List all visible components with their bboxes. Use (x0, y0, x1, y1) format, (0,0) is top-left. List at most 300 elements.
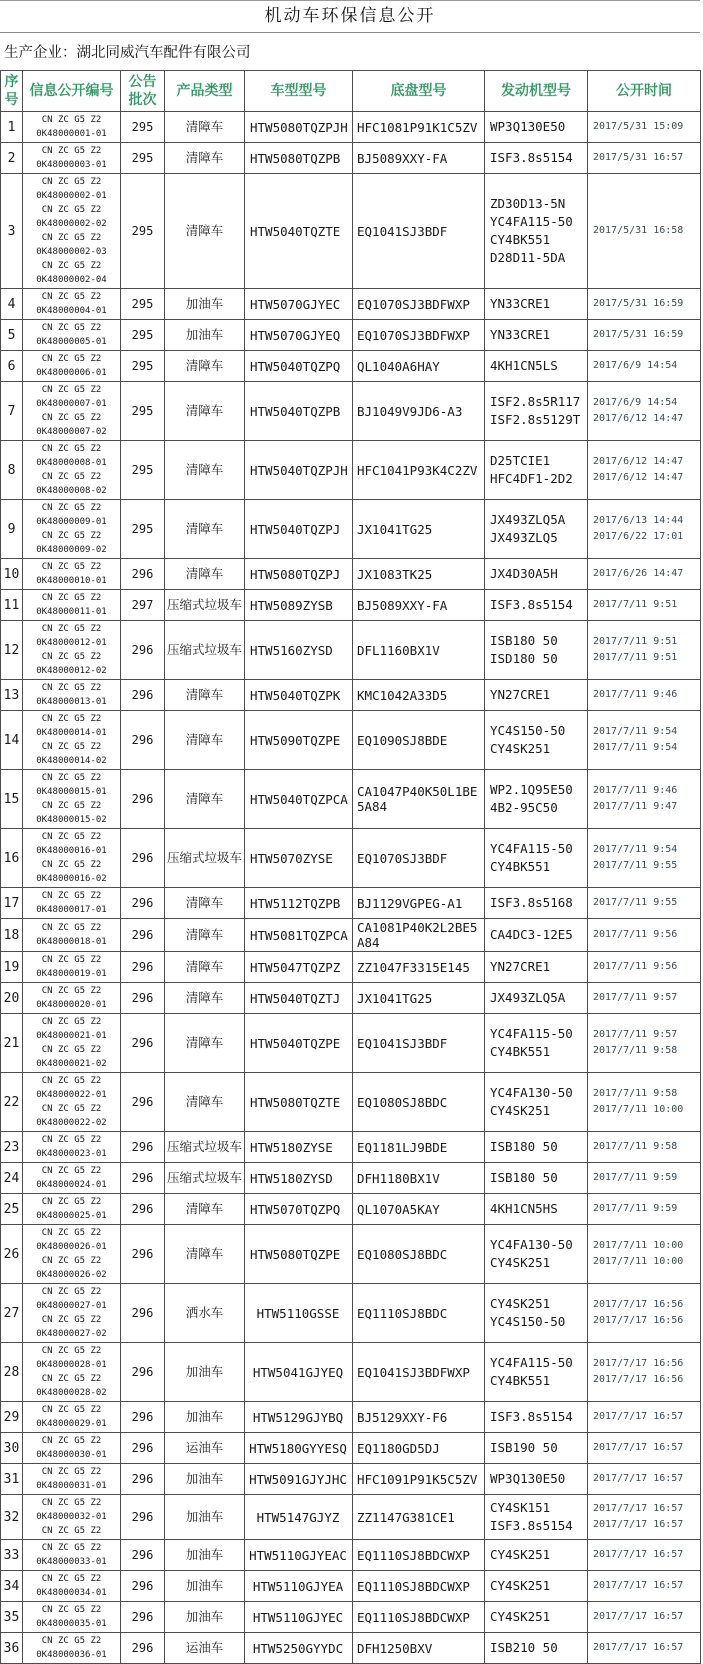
cell-serial: 12 (1, 621, 23, 680)
cell-model: HTW5040TQZPB (245, 382, 353, 441)
cell-chassis: EQ1041SJ3BDFWXP (353, 1343, 485, 1402)
page-title: 机动车环保信息公开 (0, 0, 700, 33)
cell-publish-time: 2017/7/17 16:57 2017/7/17 16:57 (588, 1495, 701, 1540)
cell-model: HTW5110GJYEC (245, 1602, 353, 1633)
cell-serial: 6 (1, 351, 23, 382)
cell-chassis: EQ1110SJ8BDCWXP (353, 1571, 485, 1602)
table-row (1, 590, 701, 621)
cell-batch: 296 (121, 1343, 165, 1402)
cell-engine: YC4FA115-50 CY4BK551 (485, 829, 588, 888)
cell-batch: 296 (121, 621, 165, 680)
table-row (1, 888, 701, 919)
table-row (1, 351, 701, 382)
cell-model: HTW5040TQZPK (245, 680, 353, 711)
table-row (1, 289, 701, 320)
cell-engine: D25TCIE1 HFC4DF1-2D2 (485, 441, 588, 500)
cell-product-type: 洒水车 (165, 1284, 245, 1343)
cell-serial: 24 (1, 1163, 23, 1194)
cell-public-id: CN ZC G5 Z2 0K48000033-01 (23, 1540, 121, 1571)
cell-serial: 26 (1, 1225, 23, 1284)
col-batch: 公告批次 (121, 71, 165, 112)
cell-engine: ZD30D13-5N YC4FA115-50 CY4BK551 D28D11-5DA (485, 174, 588, 289)
cell-serial: 3 (1, 174, 23, 289)
cell-chassis: EQ1070SJ3BDF (353, 829, 485, 888)
cell-public-id: CN ZC G5 Z2 0K48000018-01 (23, 919, 121, 952)
cell-chassis: DFH1180BX1V (353, 1163, 485, 1194)
cell-chassis: EQ1180GD5DJ (353, 1433, 485, 1464)
cell-public-id: CN ZC G5 Z2 0K48000028-01 CN ZC G5 Z2 0K48000028-02 (23, 1343, 121, 1402)
cell-batch: 296 (121, 1433, 165, 1464)
cell-model: HTW5080TQZPE (245, 1225, 353, 1284)
cell-engine: ISF3.8s5154 (485, 590, 588, 621)
cell-serial: 36 (1, 1633, 23, 1664)
cell-serial: 11 (1, 590, 23, 621)
cell-publish-time: 2017/5/31 16:58 (588, 174, 701, 289)
cell-product-type: 清障车 (165, 143, 245, 174)
cell-engine: JX493ZLQ5A (485, 983, 588, 1014)
cell-publish-time: 2017/7/11 9:55 (588, 888, 701, 919)
cell-model: HTW5080TQZPB (245, 143, 353, 174)
cell-product-type: 加油车 (165, 320, 245, 351)
cell-batch: 296 (121, 1073, 165, 1132)
cell-public-id: CN ZC G5 Z2 0K48000026-01 CN ZC G5 Z2 0K48000026-02 (23, 1225, 121, 1284)
table-row (1, 112, 701, 143)
cell-model: HTW5129GJYBQ (245, 1402, 353, 1433)
cell-chassis: EQ1041SJ3BDF (353, 174, 485, 289)
cell-product-type: 加油车 (165, 1402, 245, 1433)
cell-batch: 296 (121, 952, 165, 983)
cell-batch: 295 (121, 351, 165, 382)
cell-publish-time: 2017/6/13 14:44 2017/6/22 17:01 (588, 500, 701, 559)
cell-publish-time: 2017/7/11 9:46 2017/7/11 9:47 (588, 770, 701, 829)
cell-chassis: EQ1070SJ3BDFWXP (353, 289, 485, 320)
cell-model: HTW5070GJYEC (245, 289, 353, 320)
cell-chassis: HFC1091P91K5C5ZV (353, 1464, 485, 1495)
cell-batch: 296 (121, 1132, 165, 1163)
cell-model: HTW5040TQZTE (245, 174, 353, 289)
cell-serial: 2 (1, 143, 23, 174)
cell-serial: 28 (1, 1343, 23, 1402)
cell-publish-time: 2017/7/11 9:54 2017/7/11 9:54 (588, 711, 701, 770)
cell-product-type: 加油车 (165, 1343, 245, 1402)
cell-batch: 295 (121, 382, 165, 441)
col-product-type: 产品类型 (165, 71, 245, 112)
cell-model: HTW5147GJYZ (245, 1495, 353, 1540)
table-row (1, 983, 701, 1014)
table-row (1, 1464, 701, 1495)
cell-product-type: 清障车 (165, 500, 245, 559)
table-row (1, 1343, 701, 1402)
cell-chassis: EQ1080SJ8BDC (353, 1073, 485, 1132)
cell-product-type: 加油车 (165, 289, 245, 320)
cell-chassis: EQ1181LJ9BDE (353, 1132, 485, 1163)
table-body (1, 112, 701, 1664)
table-row (1, 559, 701, 590)
cell-public-id: CN ZC G5 Z2 0K48000032-01 CN ZC G5 Z2 (23, 1495, 121, 1540)
cell-serial: 19 (1, 952, 23, 983)
cell-batch: 296 (121, 1194, 165, 1225)
cell-model: HTW5090TQZPE (245, 711, 353, 770)
cell-batch: 296 (121, 1602, 165, 1633)
cell-serial: 20 (1, 983, 23, 1014)
cell-chassis: EQ1110SJ8BDCWXP (353, 1540, 485, 1571)
col-chassis: 底盘型号 (353, 71, 485, 112)
col-public-id: 信息公开编号 (23, 71, 121, 112)
cell-publish-time: 2017/7/17 16:57 (588, 1433, 701, 1464)
cell-batch: 295 (121, 143, 165, 174)
cell-batch: 295 (121, 112, 165, 143)
cell-public-id: CN ZC G5 Z2 0K48000009-01 CN ZC G5 Z2 0K48000009-02 (23, 500, 121, 559)
cell-public-id: CN ZC G5 Z2 0K48000030-01 (23, 1433, 121, 1464)
cell-serial: 35 (1, 1602, 23, 1633)
table-row (1, 441, 701, 500)
table-row (1, 1194, 701, 1225)
table-row (1, 1073, 701, 1132)
cell-model: HTW5160ZYSD (245, 621, 353, 680)
cell-model: HTW5070ZYSE (245, 829, 353, 888)
vehicle-disclosure-table (0, 70, 701, 1664)
cell-publish-time: 2017/7/17 16:57 (588, 1602, 701, 1633)
table-row (1, 1602, 701, 1633)
cell-model: HTW5110GSSE (245, 1284, 353, 1343)
cell-public-id: CN ZC G5 Z2 0K48000006-01 (23, 351, 121, 382)
cell-product-type: 清障车 (165, 1225, 245, 1284)
table-row (1, 1433, 701, 1464)
cell-chassis: HFC1041P93K4C2ZV (353, 441, 485, 500)
cell-product-type: 运油车 (165, 1633, 245, 1664)
cell-product-type: 压缩式垃圾车 (165, 829, 245, 888)
cell-publish-time: 2017/7/17 16:57 (588, 1633, 701, 1664)
cell-model: HTW5110GJYEAC (245, 1540, 353, 1571)
cell-engine: ISB180 50 ISD180 50 (485, 621, 588, 680)
table-row (1, 1495, 701, 1540)
cell-engine: ISB180 50 (485, 1163, 588, 1194)
cell-serial: 17 (1, 888, 23, 919)
cell-publish-time: 2017/7/17 16:57 (588, 1464, 701, 1495)
cell-public-id: CN ZC G5 Z2 0K48000024-01 (23, 1163, 121, 1194)
cell-chassis: ZZ1047F3315E145 (353, 952, 485, 983)
cell-public-id: CN ZC G5 Z2 0K48000013-01 (23, 680, 121, 711)
cell-batch: 296 (121, 1163, 165, 1194)
cell-publish-time: 2017/7/11 9:58 (588, 1132, 701, 1163)
cell-public-id: CN ZC G5 Z2 0K48000027-01 CN ZC G5 Z2 0K48000027-02 (23, 1284, 121, 1343)
cell-chassis: CA1047P40K50L1BE5A84 (353, 770, 485, 829)
cell-product-type: 清障车 (165, 1073, 245, 1132)
cell-chassis: DFH1250BXV (353, 1633, 485, 1664)
cell-chassis: JX1083TK25 (353, 559, 485, 590)
cell-engine: YN33CRE1 (485, 289, 588, 320)
cell-batch: 296 (121, 888, 165, 919)
cell-engine: ISB210 50 (485, 1633, 588, 1664)
cell-product-type: 清障车 (165, 983, 245, 1014)
cell-publish-time: 2017/7/11 9:58 2017/7/11 10:00 (588, 1073, 701, 1132)
cell-engine: YC4FA115-50 CY4BK551 (485, 1343, 588, 1402)
cell-public-id: CN ZC G5 Z2 0K48000031-01 (23, 1464, 121, 1495)
cell-product-type: 清障车 (165, 711, 245, 770)
cell-serial: 1 (1, 112, 23, 143)
cell-model: HTW5040TQZPCA (245, 770, 353, 829)
cell-engine: YC4S150-50 CY4SK251 (485, 711, 588, 770)
cell-public-id: CN ZC G5 Z2 0K48000025-01 (23, 1194, 121, 1225)
cell-batch: 296 (121, 1402, 165, 1433)
cell-batch: 296 (121, 829, 165, 888)
cell-public-id: CN ZC G5 Z2 0K48000002-01 CN ZC G5 Z2 0K48000002-02 CN ZC G5 Z2 0K48000002-03 CN ZC G5 Z2 0K48000002-04 (23, 174, 121, 289)
table-row (1, 320, 701, 351)
cell-public-id: CN ZC G5 Z2 0K48000005-01 (23, 320, 121, 351)
cell-publish-time: 2017/7/11 9:56 (588, 919, 701, 952)
cell-public-id: CN ZC G5 Z2 0K48000011-01 (23, 590, 121, 621)
cell-batch: 296 (121, 1014, 165, 1073)
cell-batch: 296 (121, 711, 165, 770)
table-row (1, 1571, 701, 1602)
cell-publish-time: 2017/6/12 14:47 2017/6/12 14:47 (588, 441, 701, 500)
cell-serial: 25 (1, 1194, 23, 1225)
col-engine: 发动机型号 (485, 71, 588, 112)
cell-publish-time: 2017/7/11 9:51 (588, 590, 701, 621)
cell-model: HTW5180GYYESQ (245, 1433, 353, 1464)
cell-serial: 34 (1, 1571, 23, 1602)
cell-batch: 296 (121, 919, 165, 952)
cell-batch: 296 (121, 1633, 165, 1664)
cell-model: HTW5070TQZPQ (245, 1194, 353, 1225)
cell-chassis: EQ1110SJ8BDC (353, 1284, 485, 1343)
table-header (1, 71, 701, 112)
table-row (1, 621, 701, 680)
cell-engine: WP2.1Q95E50 4B2-95C50 (485, 770, 588, 829)
cell-serial: 22 (1, 1073, 23, 1132)
cell-product-type: 加油车 (165, 1571, 245, 1602)
table-row (1, 952, 701, 983)
cell-batch: 295 (121, 500, 165, 559)
cell-product-type: 清障车 (165, 919, 245, 952)
cell-public-id: CN ZC G5 Z2 0K48000010-01 (23, 559, 121, 590)
cell-serial: 18 (1, 919, 23, 952)
cell-public-id: CN ZC G5 Z2 0K48000022-01 CN ZC G5 Z2 0K48000022-02 (23, 1073, 121, 1132)
cell-chassis: KMC1042A33D5 (353, 680, 485, 711)
cell-model: HTW5180ZYSD (245, 1163, 353, 1194)
col-serial: 序号 (1, 71, 23, 112)
cell-product-type: 清障车 (165, 680, 245, 711)
cell-public-id: CN ZC G5 Z2 0K48000019-01 (23, 952, 121, 983)
cell-serial: 4 (1, 289, 23, 320)
cell-public-id: CN ZC G5 Z2 0K48000007-01 CN ZC G5 Z2 0K48000007-02 (23, 382, 121, 441)
cell-product-type: 压缩式垃圾车 (165, 590, 245, 621)
cell-engine: ISF2.8s5R117 ISF2.8s5129T (485, 382, 588, 441)
cell-chassis: HFC1081P91K1C5ZV (353, 112, 485, 143)
cell-engine: CY4SK251 (485, 1571, 588, 1602)
cell-model: HTW5040TQZPJH (245, 441, 353, 500)
cell-engine: JX493ZLQ5A JX493ZLQ5 (485, 500, 588, 559)
cell-public-id: CN ZC G5 Z2 0K48000020-01 (23, 983, 121, 1014)
cell-publish-time: 2017/6/26 14:47 (588, 559, 701, 590)
cell-model: HTW5250GYYDC (245, 1633, 353, 1664)
cell-serial: 5 (1, 320, 23, 351)
cell-batch: 296 (121, 1284, 165, 1343)
cell-public-id: CN ZC G5 Z2 0K48000029-01 (23, 1402, 121, 1433)
cell-publish-time: 2017/7/17 16:56 2017/7/17 16:56 (588, 1343, 701, 1402)
cell-serial: 30 (1, 1433, 23, 1464)
table-row (1, 1014, 701, 1073)
cell-public-id: CN ZC G5 Z2 0K48000036-01 (23, 1633, 121, 1664)
table-row (1, 1225, 701, 1284)
cell-product-type: 加油车 (165, 1540, 245, 1571)
table-row (1, 1163, 701, 1194)
cell-product-type: 加油车 (165, 1464, 245, 1495)
cell-serial: 27 (1, 1284, 23, 1343)
cell-publish-time: 2017/5/31 15:09 (588, 112, 701, 143)
cell-chassis: JX1041TG25 (353, 983, 485, 1014)
table-row (1, 829, 701, 888)
cell-model: HTW5040TQZPJ (245, 500, 353, 559)
cell-model: HTW5081TQZPCA (245, 919, 353, 952)
cell-chassis: CA1081P40K2L2BE5A84 (353, 919, 485, 952)
cell-public-id: CN ZC G5 Z2 0K48000008-01 CN ZC G5 Z2 0K48000008-02 (23, 441, 121, 500)
cell-engine: JX4D30A5H (485, 559, 588, 590)
cell-chassis: BJ1129VGPEG-A1 (353, 888, 485, 919)
cell-product-type: 压缩式垃圾车 (165, 1163, 245, 1194)
cell-model: HTW5047TQZPZ (245, 952, 353, 983)
cell-public-id: CN ZC G5 Z2 0K48000014-01 CN ZC G5 Z2 0K48000014-02 (23, 711, 121, 770)
cell-chassis: BJ1049V9JD6-A3 (353, 382, 485, 441)
cell-publish-time: 2017/6/9 14:54 (588, 351, 701, 382)
cell-batch: 296 (121, 1540, 165, 1571)
manufacturer-line: 生产企业：湖北同威汽车配件有限公司 (4, 45, 251, 61)
cell-public-id: CN ZC G5 Z2 0K48000001-01 (23, 112, 121, 143)
cell-engine: YN27CRE1 (485, 680, 588, 711)
cell-model: HTW5040TQZPQ (245, 351, 353, 382)
cell-chassis: BJ5129XXY-F6 (353, 1402, 485, 1433)
cell-engine: CA4DC3-12E5 (485, 919, 588, 952)
cell-product-type: 清障车 (165, 112, 245, 143)
cell-chassis: EQ1080SJ8BDC (353, 1225, 485, 1284)
table-row (1, 382, 701, 441)
cell-publish-time: 2017/5/31 16:59 (588, 320, 701, 351)
col-model: 车型型号 (245, 71, 353, 112)
cell-serial: 9 (1, 500, 23, 559)
cell-engine: YN27CRE1 (485, 952, 588, 983)
cell-publish-time: 2017/7/17 16:57 (588, 1540, 701, 1571)
cell-serial: 23 (1, 1132, 23, 1163)
cell-model: HTW5112TQZPB (245, 888, 353, 919)
cell-public-id: CN ZC G5 Z2 0K48000035-01 (23, 1602, 121, 1633)
table-row (1, 1540, 701, 1571)
cell-serial: 32 (1, 1495, 23, 1540)
table-row (1, 1284, 701, 1343)
cell-serial: 13 (1, 680, 23, 711)
cell-product-type: 加油车 (165, 1602, 245, 1633)
cell-engine: ISB180 50 (485, 1132, 588, 1163)
cell-serial: 10 (1, 559, 23, 590)
cell-publish-time: 2017/7/11 9:59 (588, 1194, 701, 1225)
cell-model: HTW5091GJYJHC (245, 1464, 353, 1495)
cell-engine: CY4SK251 (485, 1602, 588, 1633)
cell-model: HTW5040TQZTJ (245, 983, 353, 1014)
cell-publish-time: 2017/7/11 9:59 (588, 1163, 701, 1194)
cell-batch: 296 (121, 770, 165, 829)
cell-batch: 296 (121, 559, 165, 590)
table-row (1, 711, 701, 770)
cell-publish-time: 2017/7/11 9:56 (588, 952, 701, 983)
cell-engine: CY4SK151 ISF3.8s5154 (485, 1495, 588, 1540)
cell-model: HTW5110GJYEA (245, 1571, 353, 1602)
cell-chassis: QL1070A5KAY (353, 1194, 485, 1225)
cell-public-id: CN ZC G5 Z2 0K48000023-01 (23, 1132, 121, 1163)
cell-publish-time: 2017/7/11 10:00 2017/7/11 10:00 (588, 1225, 701, 1284)
cell-chassis: EQ1110SJ8BDCWXP (353, 1602, 485, 1633)
cell-batch: 295 (121, 320, 165, 351)
cell-public-id: CN ZC G5 Z2 0K48000015-01 CN ZC G5 Z2 0K48000015-02 (23, 770, 121, 829)
cell-product-type: 清障车 (165, 382, 245, 441)
cell-engine: ISF3.8s5154 (485, 1402, 588, 1433)
table-row (1, 1402, 701, 1433)
cell-serial: 29 (1, 1402, 23, 1433)
cell-chassis: EQ1041SJ3BDF (353, 1014, 485, 1073)
cell-public-id: CN ZC G5 Z2 0K48000004-01 (23, 289, 121, 320)
cell-chassis: JX1041TG25 (353, 500, 485, 559)
cell-product-type: 清障车 (165, 174, 245, 289)
cell-serial: 7 (1, 382, 23, 441)
cell-batch: 296 (121, 1464, 165, 1495)
cell-engine: WP3Q130E50 (485, 112, 588, 143)
cell-publish-time: 2017/7/11 9:57 (588, 983, 701, 1014)
cell-public-id: CN ZC G5 Z2 0K48000012-01 CN ZC G5 Z2 0K48000012-02 (23, 621, 121, 680)
cell-serial: 15 (1, 770, 23, 829)
cell-public-id: CN ZC G5 Z2 0K48000016-01 CN ZC G5 Z2 0K48000016-02 (23, 829, 121, 888)
cell-model: HTW5080TQZPJH (245, 112, 353, 143)
cell-engine: 4KH1CN5HS (485, 1194, 588, 1225)
table-row (1, 680, 701, 711)
cell-batch: 296 (121, 1571, 165, 1602)
cell-chassis: DFL1160BX1V (353, 621, 485, 680)
cell-batch: 296 (121, 983, 165, 1014)
cell-batch: 296 (121, 1495, 165, 1540)
cell-publish-time: 2017/5/31 16:57 (588, 143, 701, 174)
cell-publish-time: 2017/7/11 9:51 2017/7/11 9:51 (588, 621, 701, 680)
table-row (1, 143, 701, 174)
cell-serial: 8 (1, 441, 23, 500)
cell-batch: 295 (121, 441, 165, 500)
cell-publish-time: 2017/7/17 16:56 2017/7/17 16:56 (588, 1284, 701, 1343)
cell-product-type: 清障车 (165, 888, 245, 919)
table-row (1, 1132, 701, 1163)
cell-engine: YC4FA130-50 CY4SK251 (485, 1073, 588, 1132)
cell-product-type: 运油车 (165, 1433, 245, 1464)
cell-chassis: EQ1090SJ8BDE (353, 711, 485, 770)
cell-engine: CY4SK251 (485, 1540, 588, 1571)
cell-batch: 296 (121, 680, 165, 711)
cell-model: HTW5089ZYSB (245, 590, 353, 621)
cell-engine: YC4FA130-50 CY4SK251 (485, 1225, 588, 1284)
cell-publish-time: 2017/7/11 9:57 2017/7/11 9:58 (588, 1014, 701, 1073)
cell-product-type: 清障车 (165, 351, 245, 382)
cell-engine: 4KH1CN5LS (485, 351, 588, 382)
cell-product-type: 清障车 (165, 952, 245, 983)
cell-publish-time: 2017/7/17 16:57 (588, 1402, 701, 1433)
cell-product-type: 清障车 (165, 770, 245, 829)
cell-model: HTW5180ZYSE (245, 1132, 353, 1163)
cell-engine: ISB190 50 (485, 1433, 588, 1464)
cell-engine: ISF3.8s5154 (485, 143, 588, 174)
table-row (1, 1633, 701, 1664)
cell-publish-time: 2017/6/9 14:54 2017/6/12 14:47 (588, 382, 701, 441)
table-row (1, 174, 701, 289)
cell-product-type: 清障车 (165, 441, 245, 500)
cell-public-id: CN ZC G5 Z2 0K48000003-01 (23, 143, 121, 174)
table-row (1, 770, 701, 829)
cell-public-id: CN ZC G5 Z2 0K48000017-01 (23, 888, 121, 919)
cell-engine: YC4FA115-50 CY4BK551 (485, 1014, 588, 1073)
cell-model: HTW5080TQZPJ (245, 559, 353, 590)
